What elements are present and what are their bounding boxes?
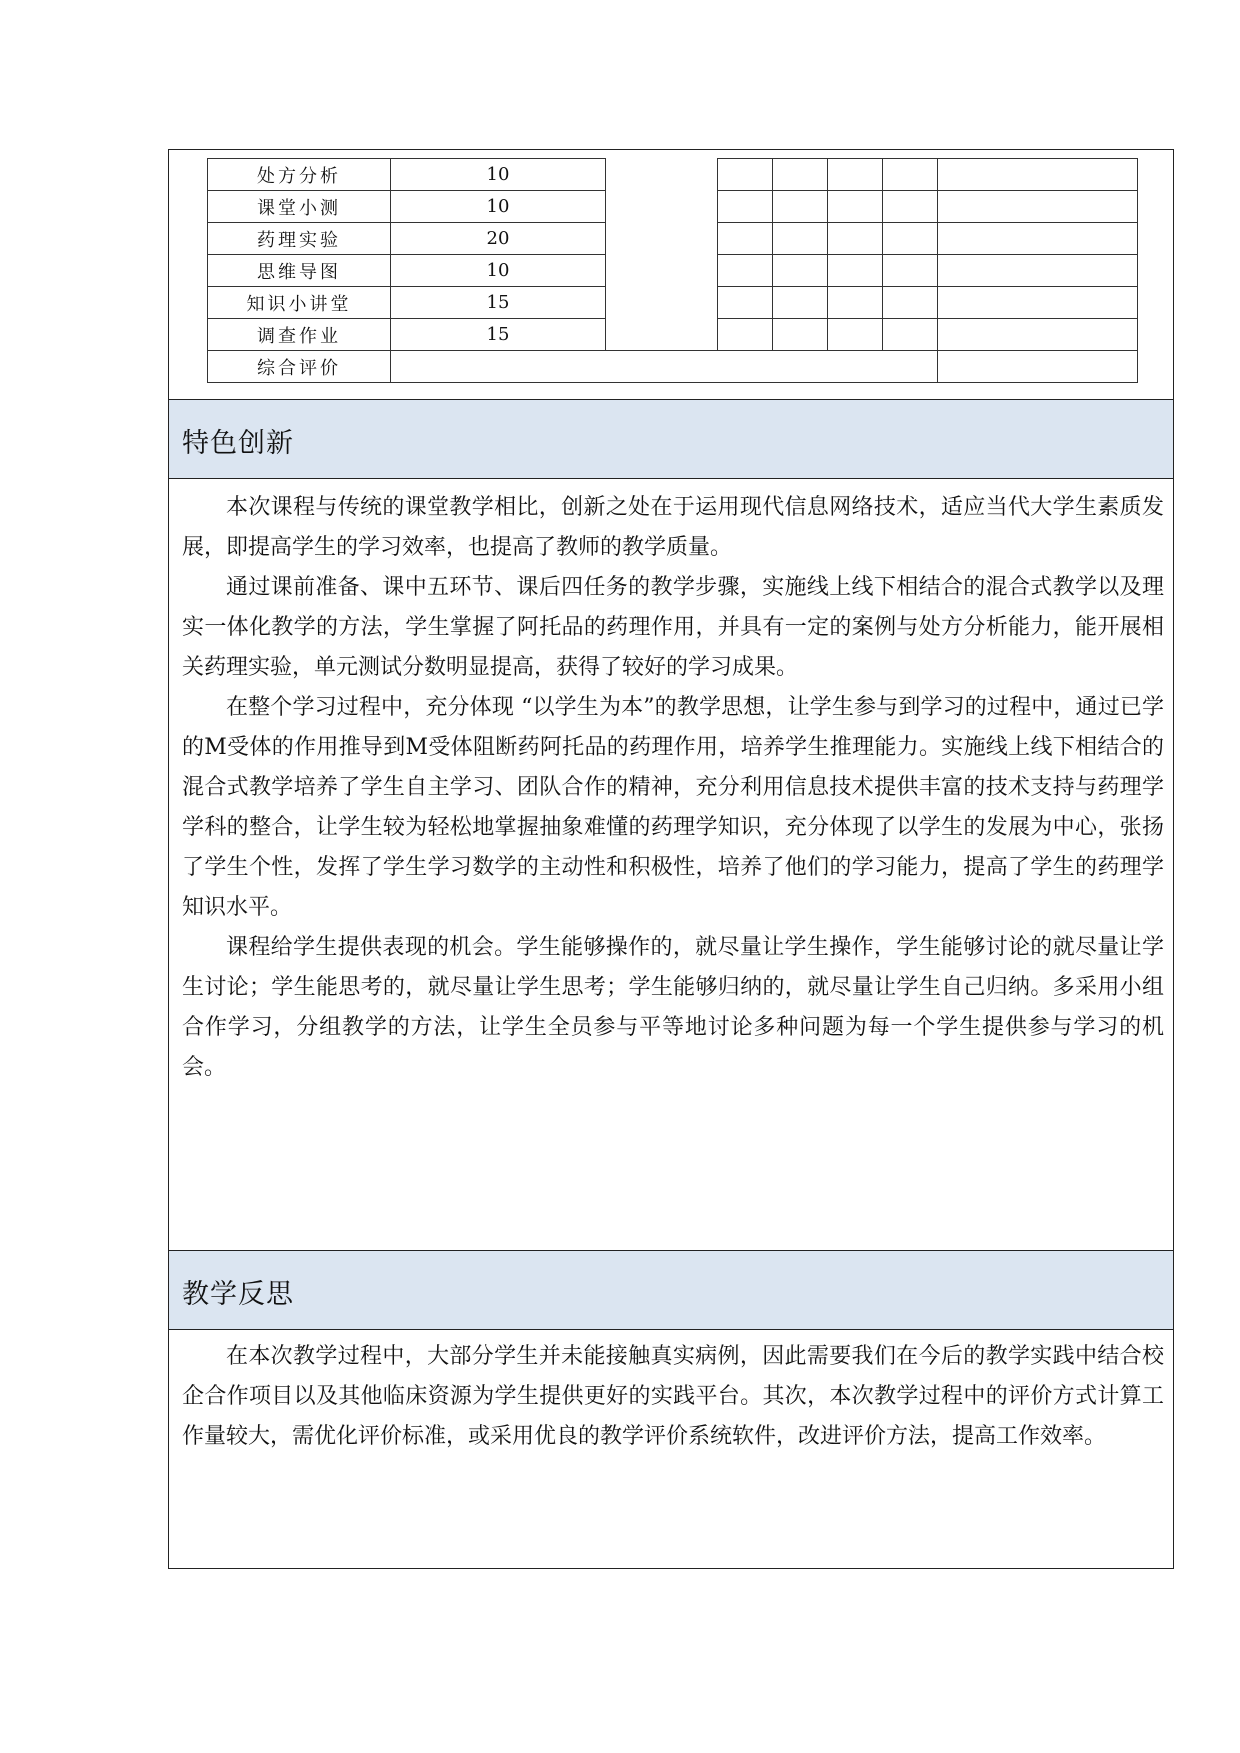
- remark-cell: [938, 159, 1138, 191]
- rating-cell: [883, 191, 938, 223]
- rating-cell: [883, 287, 938, 319]
- rating-cell: [883, 223, 938, 255]
- rating-cell: [718, 191, 773, 223]
- rating-cell: [773, 287, 828, 319]
- rating-cell: [718, 159, 773, 191]
- remark-cell: [938, 255, 1138, 287]
- table-gap: [606, 159, 718, 191]
- rating-cell: [773, 255, 828, 287]
- score-value: 10: [391, 255, 606, 287]
- score-table: [207, 158, 1138, 383]
- form-frame: [168, 149, 1174, 1569]
- innovation-header: [169, 399, 1173, 479]
- table-gap: [606, 319, 718, 351]
- rating-cell: [773, 223, 828, 255]
- score-item-label: 药理实验: [208, 223, 391, 255]
- score-item-label: 综合评价: [208, 351, 391, 383]
- score-row: [208, 287, 1138, 319]
- innovation-body: [182, 488, 1164, 1088]
- rating-cell: [718, 255, 773, 287]
- score-row: [208, 159, 1138, 191]
- remark-cell: [938, 351, 1138, 383]
- innovation-paragraph: 课程给学生提供表现的机会。学生能够操作的，就尽量让学生操作，学生能够讨论的就尽量让学生讨论；学生能思考的，就尽量让学生思考；学生能够归纳的，就尽量让学生自己归纳。多采用小组合作学习，分组教学的方法，让学生全员参与平等地讨论多种问题为每一个学生提供参与学习的机会。: [182, 935, 1164, 1080]
- innovation-paragraph: 本次课程与传统的课堂教学相比，创新之处在于运用现代信息网络技术，适应当代大学生素质发展，即提高学生的学习效率，也提高了教师的教学质量。: [182, 495, 1164, 560]
- innovation-paragraph: 在整个学习过程中，充分体现 “以学生为本”的教学思想，让学生参与到学习的过程中，通过已学的M受体的作用推导到M受体阻断药阿托品的药理作用，培养学生推理能力。实施线上线下相结合的混合式教学培养了学生自主学习、团队合作的精神，充分利用信息技术提供丰富的技术支持与药理学学科的整合，让学生较为轻松地掌握抽象难懂的药理学知识，充分体现了以学生的发展为中心，张扬了学生个性，发挥了学生学习数学的主动性和积极性，培养了他们的学习能力，提高了学生的药理学知识水平。: [182, 695, 1164, 920]
- table-gap: [606, 223, 718, 255]
- overall-evaluation-cell: [391, 351, 938, 383]
- rating-cell: [883, 255, 938, 287]
- score-table-area: [169, 150, 1173, 400]
- score-value: 15: [391, 287, 606, 319]
- rating-cell: [828, 191, 883, 223]
- rating-cell: [828, 159, 883, 191]
- score-row: [208, 223, 1138, 255]
- rating-cell: [828, 223, 883, 255]
- score-value: 15: [391, 319, 606, 351]
- table-gap: [606, 255, 718, 287]
- score-row: [208, 255, 1138, 287]
- remark-cell: [938, 287, 1138, 319]
- innovation-paragraph: 通过课前准备、课中五环节、课后四任务的教学步骤，实施线上线下相结合的混合式教学以及理实一体化教学的方法，学生掌握了阿托品的药理作用，并具有一定的案例与处方分析能力，能开展相关药理实验，单元测试分数明显提高，获得了较好的学习成果。: [182, 575, 1164, 680]
- rating-cell: [883, 159, 938, 191]
- remark-cell: [938, 319, 1138, 351]
- score-value: 10: [391, 191, 606, 223]
- score-item-label: 课堂小测: [208, 191, 391, 223]
- rating-cell: [883, 319, 938, 351]
- rating-cell: [773, 319, 828, 351]
- rating-cell: [828, 255, 883, 287]
- innovation-title: 特色创新: [182, 428, 294, 459]
- score-row: [208, 319, 1138, 351]
- score-item-label: 思维导图: [208, 255, 391, 287]
- rating-cell: [718, 319, 773, 351]
- score-item-label: 处方分析: [208, 159, 391, 191]
- reflection-paragraph: 在本次教学过程中，大部分学生并未能接触真实病例，因此需要我们在今后的教学实践中结合校企合作项目以及其他临床资源为学生提供更好的实践平台。其次，本次教学过程中的评价方式计算工作量较大，需优化评价标准，或采用优良的教学评价系统软件，改进评价方法，提高工作效率。: [182, 1344, 1164, 1449]
- remark-cell: [938, 223, 1138, 255]
- rating-cell: [773, 159, 828, 191]
- score-value: 20: [391, 223, 606, 255]
- table-gap: [606, 191, 718, 223]
- score-item-label: 调查作业: [208, 319, 391, 351]
- remark-cell: [938, 191, 1138, 223]
- reflection-body: [182, 1337, 1164, 1457]
- rating-cell: [718, 223, 773, 255]
- score-row: [208, 351, 1138, 383]
- reflection-header: [169, 1250, 1173, 1330]
- score-value: 10: [391, 159, 606, 191]
- score-table-body: [208, 159, 1138, 383]
- score-item-label: 知识小讲堂: [208, 287, 391, 319]
- table-gap: [606, 287, 718, 319]
- rating-cell: [828, 287, 883, 319]
- rating-cell: [828, 319, 883, 351]
- rating-cell: [773, 191, 828, 223]
- reflection-title: 教学反思: [182, 1279, 294, 1310]
- score-row: [208, 191, 1138, 223]
- rating-cell: [718, 287, 773, 319]
